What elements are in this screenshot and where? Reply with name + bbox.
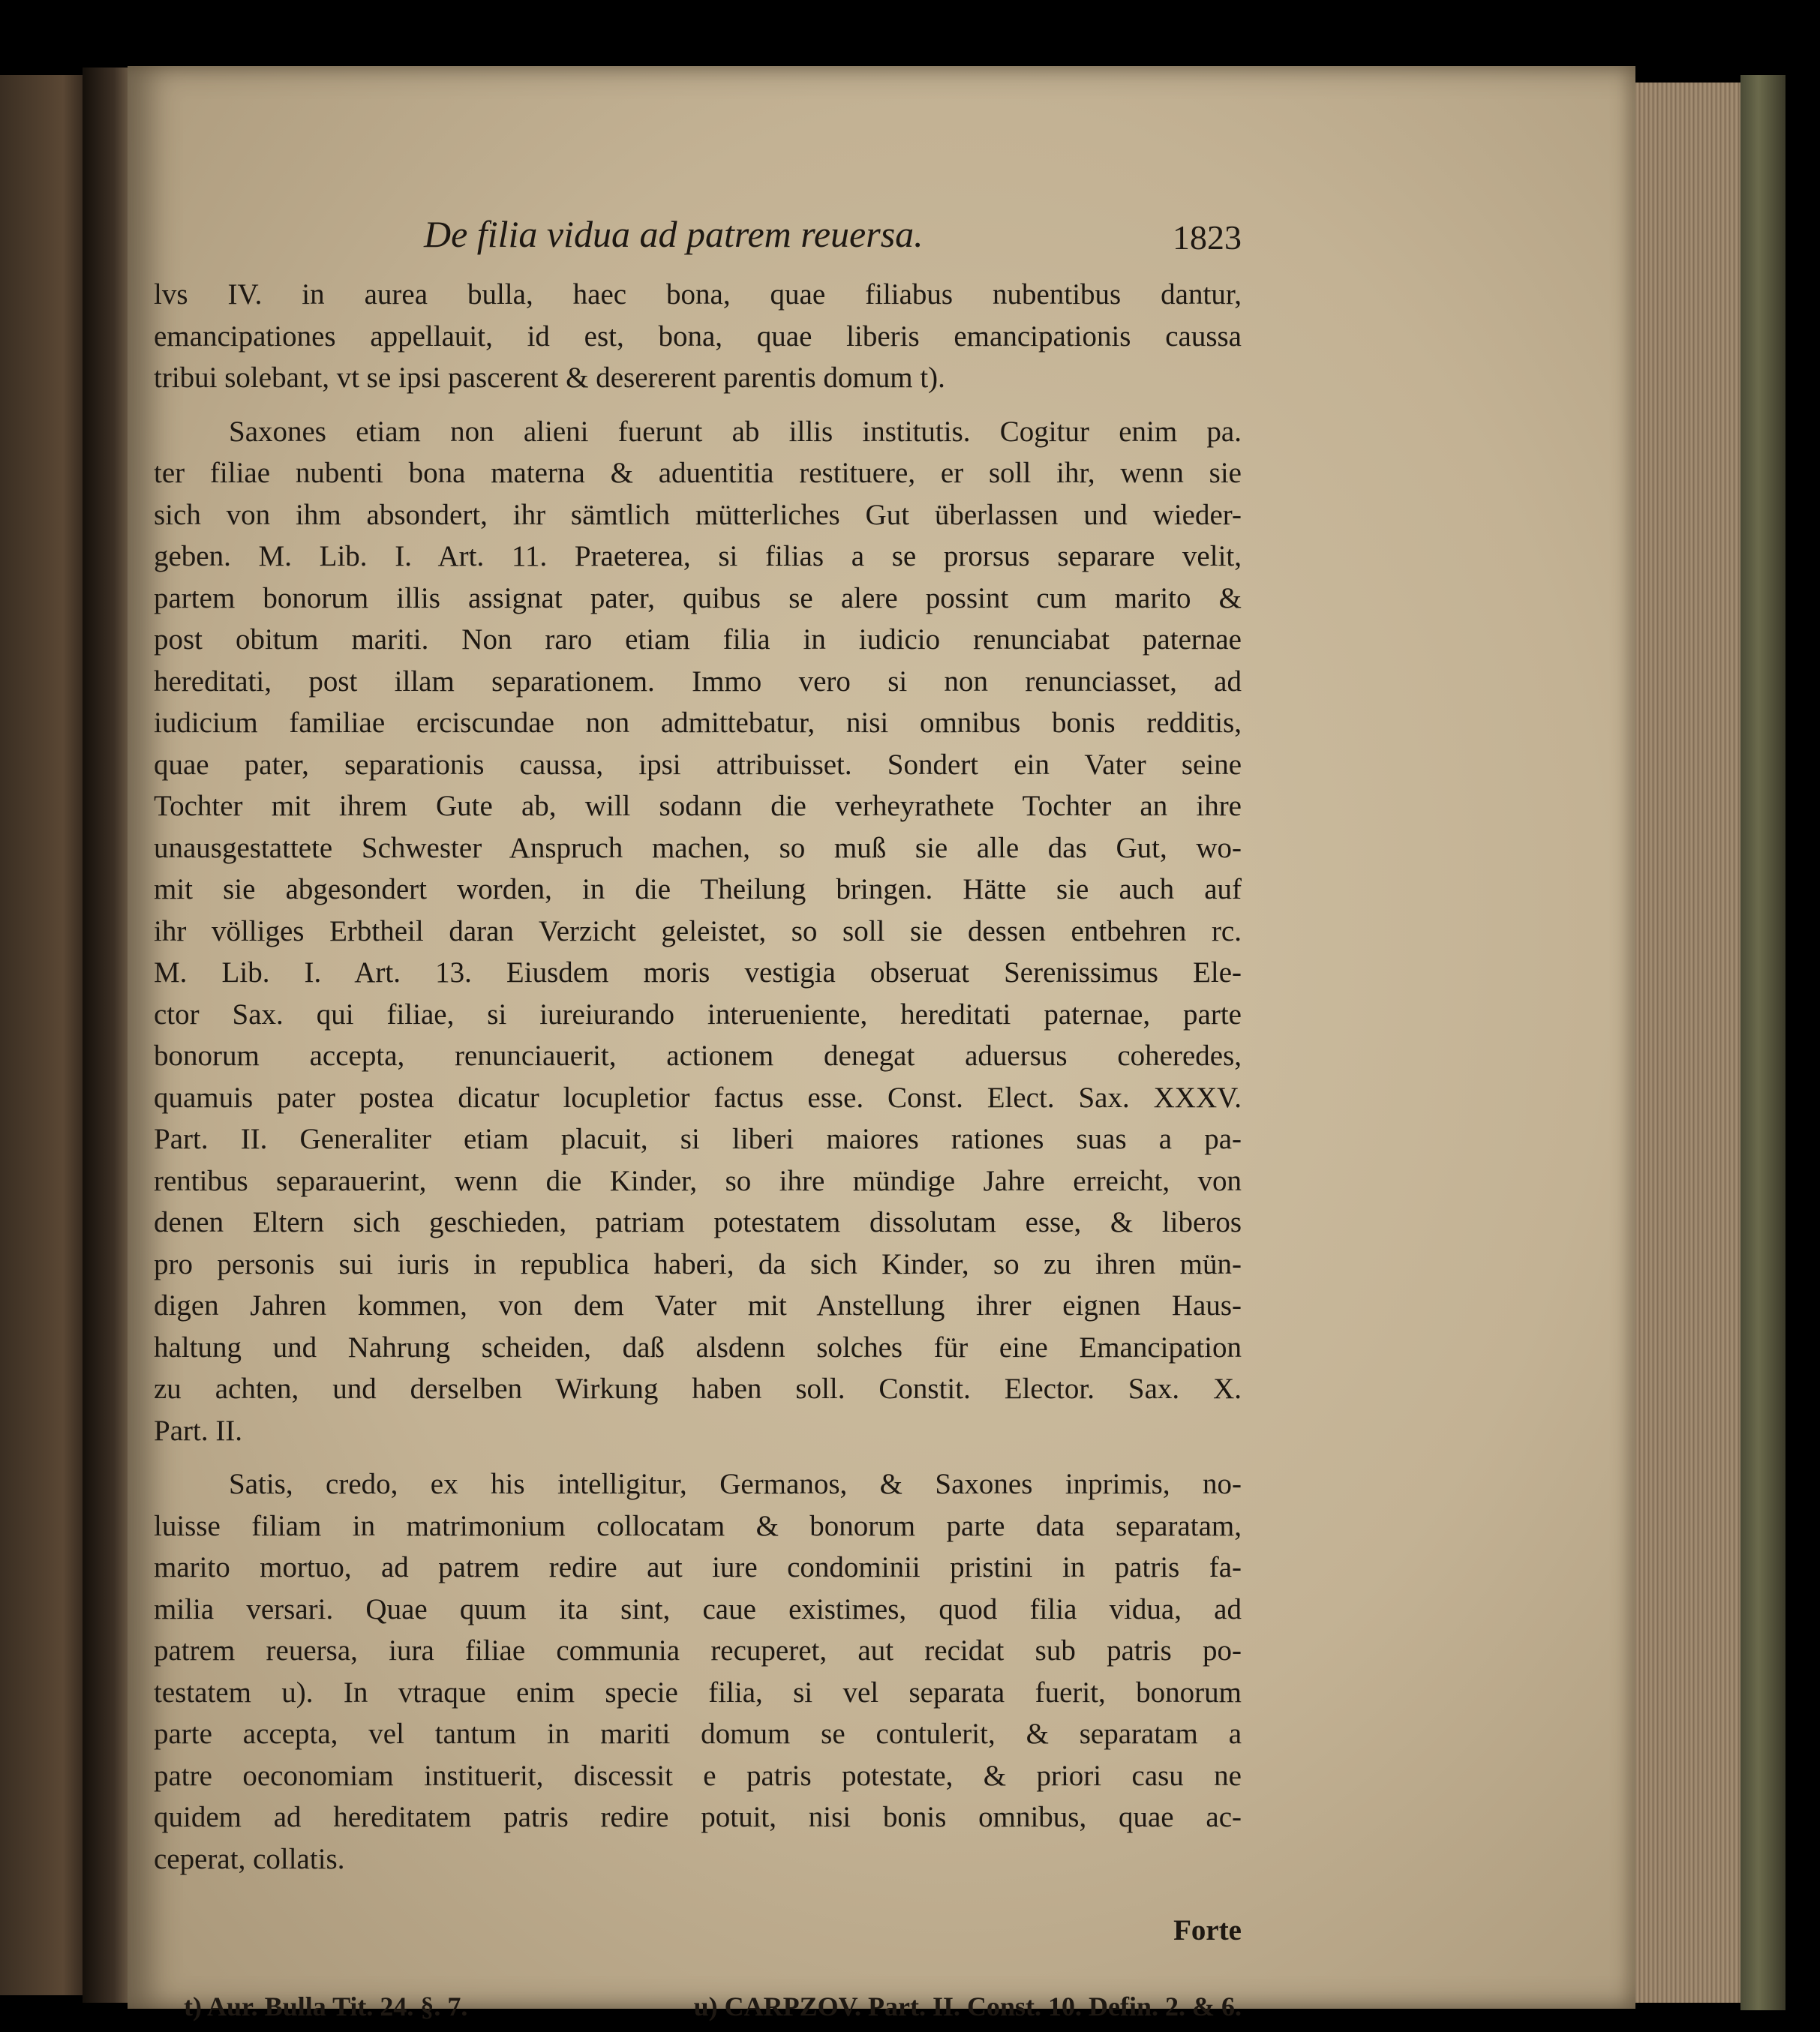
page-fore-edge: [1635, 83, 1745, 2003]
text-line: M. Lib. I. Art. 13. Eiusdem moris vestigia obseruat Serenissimus Ele-: [154, 956, 1242, 989]
text-line: ter filiae nubenti bona materna & aduentitia restituere, er soll ihr, wenn sie: [154, 457, 1242, 489]
text-line: iudicium familiae erciscundae non admittebatur, nisi omnibus bonis redditis,: [154, 707, 1242, 739]
text-line: sich von ihm absondert, ihr sämtlich mütterliches Gut überlassen und wieder-: [154, 498, 1242, 531]
footnote: u) CARPZOV. Part. II. Const. 10. Defin. 2. & 6.: [693, 1991, 1242, 2021]
text-line: patre oeconomiam instituerit, discessit e patris potestate, & priori casu ne: [154, 1759, 1242, 1792]
text-line: hereditati, post illam separationem. Immo vero si non renunciasset, ad: [154, 665, 1242, 698]
text-line: digen Jahren kommen, von dem Vater mit Anstellung ihrer eignen Haus-: [154, 1289, 1242, 1322]
text-line: Tochter mit ihrem Gute ab, will sodann die verheyrathete Tochter an ihre: [154, 790, 1242, 822]
footnote: t) Aur. Bulla Tit. 24. §. 7.: [184, 1991, 468, 2021]
text-line: zu achten, und derselben Wirkung haben soll. Constit. Elector. Sax. X.: [154, 1373, 1242, 1405]
text-line: Saxones etiam non alieni fuerunt ab illis institutis. Cogitur enim pa.: [229, 415, 1242, 448]
text-line: mit sie abgesondert worden, in die Theilung bringen. Hätte sie auch auf: [154, 873, 1242, 905]
page-number: 1823: [1173, 218, 1242, 257]
paragraph: [154, 1463, 1242, 1880]
text-line: haltung und Nahrung scheiden, daß alsdenn solches für eine Emancipation: [154, 1331, 1242, 1364]
text-line: Satis, credo, ex his intelligitur, Germanos, & Saxones inprimis, no-: [229, 1468, 1242, 1500]
text-line: tribui solebant, vt se ipsi pascerent & desererent parentis domum t).: [154, 362, 945, 394]
body-text: [154, 274, 1242, 1880]
text-line: denen Eltern sich geschieden, patriam potestatem dissolutam esse, & liberos: [154, 1206, 1242, 1238]
text-line: bonorum accepta, renunciauerit, actionem denegat aduersus coheredes,: [154, 1040, 1242, 1072]
text-line: rentibus separauerint, wenn die Kinder, so ihre mündige Jahre erreicht, von: [154, 1164, 1242, 1197]
paragraph-gap: [154, 1451, 1242, 1463]
text-block: [154, 214, 1242, 2027]
text-line: Part. II.: [154, 1414, 243, 1447]
text-line: ihr völliges Erbtheil daran Verzicht geleistet, so soll sie dessen entbehren rc.: [154, 914, 1242, 947]
text-line: pro personis sui iuris in republica haberi, da sich Kinder, so zu ihren mün-: [154, 1247, 1242, 1280]
text-line: geben. M. Lib. I. Art. 11. Praeterea, si filias a se prorsus separare velit,: [154, 540, 1242, 572]
book-cover-edge: [1740, 75, 1785, 2010]
text-line: ceperat, collatis.: [154, 1842, 345, 1875]
text-line: post obitum mariti. Non raro etiam filia in iudicio renunciabat paternae: [154, 623, 1242, 656]
text-line: ctor Sax. qui filiae, si iureiurando interueniente, hereditati paternae, parte: [154, 998, 1242, 1031]
text-line: testatem u). In vtraque enim specie filia, si vel separata fuerit, bonorum: [154, 1676, 1242, 1709]
text-line: patrem reuersa, iura filiae communia recuperet, aut recidat sub patris po-: [154, 1634, 1242, 1667]
paragraph-gap: [154, 399, 1242, 411]
text-line: partem bonorum illis assignat pater, quibus se alere possint cum marito &: [154, 581, 1242, 614]
text-line: parte accepta, vel tantum in mariti domum se contulerit, & separatam a: [154, 1718, 1242, 1750]
catchword: Forte: [1173, 1914, 1242, 1946]
footnotes: [154, 1986, 1242, 2028]
page-header: [154, 214, 1242, 274]
running-title: De filia vidua ad patrem reuersa.: [424, 213, 924, 255]
left-page-edge: [0, 75, 90, 1995]
text-line: marito mortuo, ad patrem redire aut iure condominii pristini in patris fa-: [154, 1551, 1242, 1583]
paragraph: [154, 411, 1242, 1452]
text-line: quidem ad hereditatem patris redire potuit, nisi bonis omnibus, quae ac-: [154, 1801, 1242, 1833]
text-line: quamuis pater postea dicatur locupletior factus esse. Const. Elect. Sax. XXXV.: [154, 1081, 1242, 1114]
text-line: lvs IV. in aurea bulla, haec bona, quae filiabus nubentibus dantur,: [154, 278, 1242, 311]
text-line: milia versari. Quae quum ita sint, caue existimes, quod filia vidua, ad: [154, 1592, 1242, 1625]
paragraph: [154, 274, 1242, 399]
text-line: emancipationes appellauit, id est, bona, quae liberis emancipationis caussa: [154, 320, 1242, 353]
text-line: Part. II. Generaliter etiam placuit, si liberi maiores rationes suas a pa-: [154, 1123, 1242, 1155]
text-line: quae pater, separationis caussa, ipsi attribuisset. Sondert ein Vater seine: [154, 748, 1242, 781]
text-line: unausgestattete Schwester Anspruch machen, so muß sie alle das Gut, wo-: [154, 831, 1242, 864]
text-line: luisse filiam in matrimonium collocatam & bonorum parte data separatam,: [154, 1509, 1242, 1542]
